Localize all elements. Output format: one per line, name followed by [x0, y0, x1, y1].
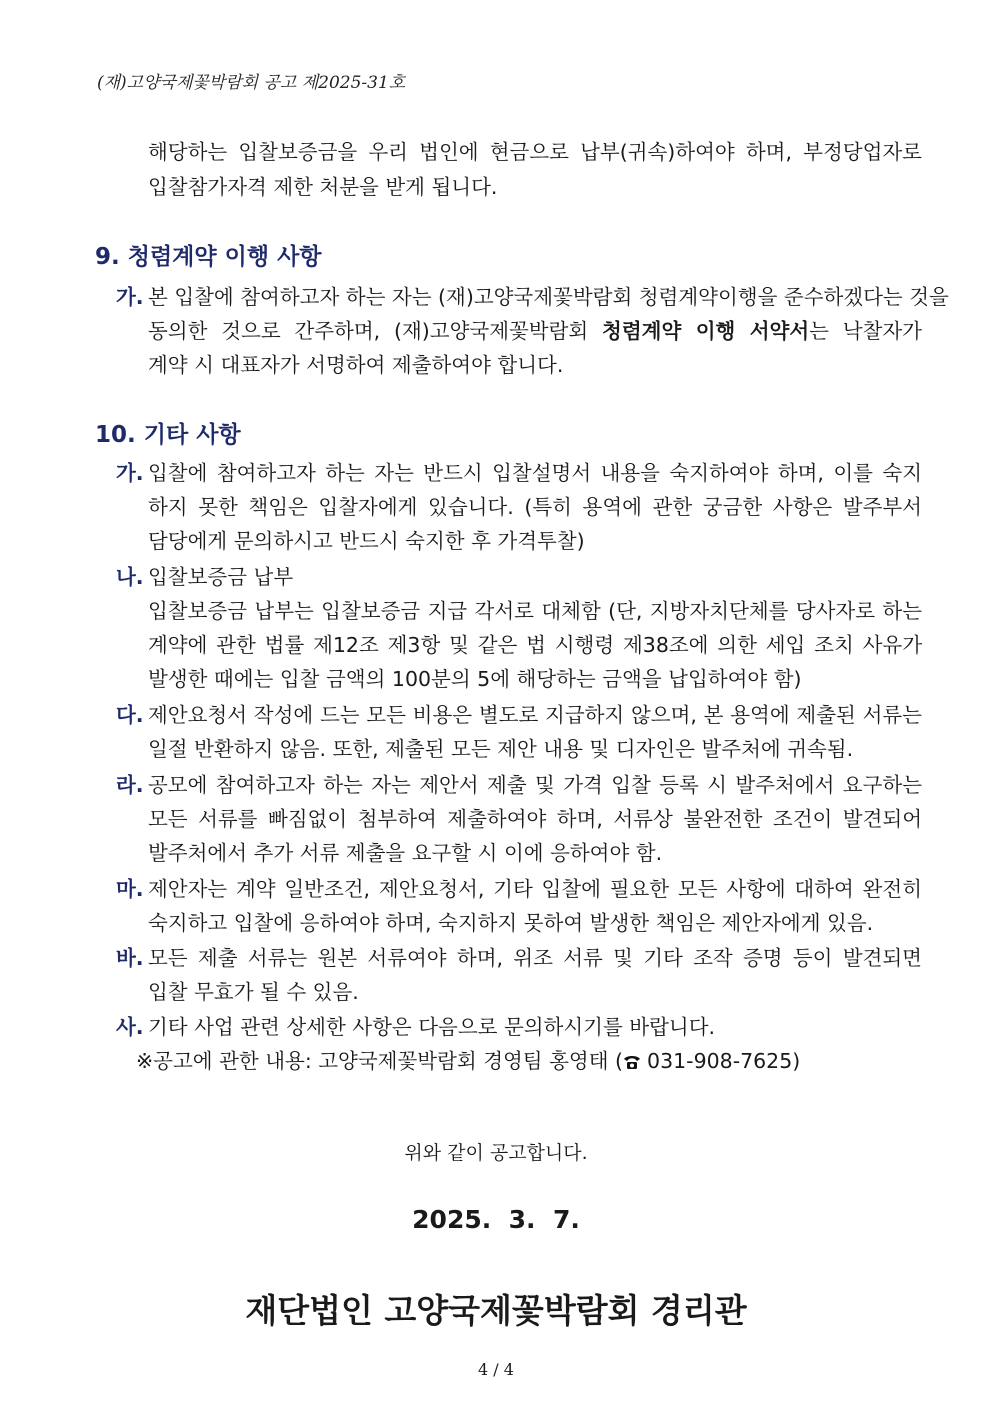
announcement-date: 2025. 3. 7.	[412, 1205, 580, 1234]
item-marker: 사.	[116, 1015, 144, 1039]
text-span: 는 낙찰자가	[809, 319, 922, 343]
section-10-item-line: 모든 제출 서류는 원본 서류여야 하며, 위조 서류 및 기타 조작 증명 등이 발견되면	[148, 946, 922, 970]
item-marker: 가.	[116, 461, 144, 485]
section-10-item-line: 공모에 참여하고자 하는 자는 제안서 제출 및 가격 입찰 등록 시 발주처에서 요구하는	[148, 773, 922, 797]
document-header: (재)고양국제꽃박람회 공고 제2025-31호	[97, 73, 406, 93]
section-10-item-line: 일절 반환하지 않음. 또한, 제출된 모든 제안 내용 및 디자인은 발주처에 귀속됨.	[148, 737, 854, 761]
item-marker: 나.	[116, 565, 144, 589]
page-number: 4 / 4	[478, 1360, 514, 1379]
section-10-item-line: 입찰보증금 납부는 입찰보증금 지급 각서로 대체함 (단, 지방자치단체를 당사자로 하는	[148, 599, 922, 623]
item-marker: 바.	[116, 946, 144, 970]
text-span: )	[792, 1049, 801, 1073]
item-marker: 마.	[116, 877, 144, 901]
section-9-item-line: 계약 시 대표자가 서명하여 제출하여야 합니다.	[148, 353, 564, 377]
section-10-item-line: 계약에 관한 법률 제12조 제3항 및 같은 법 시행령 제38조에 의한 세입 조치 사유가	[148, 633, 922, 657]
section-10-item-line: 숙지하고 입찰에 응하여야 하며, 숙지하지 못하여 발생한 책임은 제안자에게 있음.	[148, 911, 874, 935]
section-10-item-line: 발주처에서 추가 서류 제출을 요구할 시 이에 응하여야 함.	[148, 841, 663, 865]
issuer-name: 재단법인 고양국제꽃박람회 경리관	[245, 1291, 747, 1330]
text-span: 동의한 것으로 간주하며, (재)고양국제꽃박람회	[148, 319, 603, 343]
section-10-item-line: 입찰에 참여하고자 하는 자는 반드시 입찰설명서 내용을 숙지하여야 하며, 이를 숙지	[148, 461, 922, 485]
section-10-item-line: 발생한 때에는 입찰 금액의 100분의 5에 해당하는 금액을 납입하여야 함)	[148, 667, 802, 691]
intro-line: 입찰참가자격 제한 처분을 받게 됩니다.	[148, 175, 498, 199]
section-9-item-line	[148, 314, 922, 349]
section-10-title: 10. 기타 사항	[95, 422, 241, 448]
contact-line	[136, 1044, 910, 1079]
section-10-item-line: 제안요청서 작성에 드는 모든 비용은 별도로 지급하지 않으며, 본 용역에 제출된 서류는	[148, 703, 922, 727]
section-10-item-line: 입찰 무효가 될 수 있음.	[148, 980, 359, 1004]
section-10-item-line: 모든 서류를 빠짐없이 첨부하여 제출하여야 하며, 서류상 불완전한 조건이 발견되어	[148, 807, 922, 831]
pledge-title: 청렴계약 이행 서약서	[602, 319, 810, 343]
item-marker: 가.	[116, 285, 144, 309]
item-marker: 라.	[116, 773, 144, 797]
section-10-item-line: 제안자는 계약 일반조건, 제안요청서, 기타 입찰에 필요한 모든 사항에 대하여 완전히	[148, 877, 922, 901]
section-10-item-line: 담당에게 문의하시고 반드시 숙지한 후 가격투찰)	[148, 529, 585, 553]
section-9-title: 9. 청렴계약 이행 사항	[95, 244, 322, 270]
section-9-item-line: 본 입찰에 참여하고자 하는 자는 (재)고양국제꽃박람회 청렴계약이행을 준수하겠다는 것을	[148, 285, 949, 309]
contact-label: ※공고에 관한 내용: 고양국제꽃박람회 경영팀 홍영태 (	[136, 1049, 624, 1073]
phone-icon	[623, 1054, 641, 1070]
section-10-item-line: 하지 못한 책임은 입찰자에게 있습니다. (특히 용역에 관한 궁금한 사항은 발주부서	[148, 495, 922, 519]
section-10-item-line: 기타 사업 관련 상세한 사항은 다음으로 문의하시기를 바랍니다.	[148, 1015, 716, 1039]
item-marker: 다.	[116, 703, 144, 727]
intro-line: 해당하는 입찰보증금을 우리 법인에 현금으로 납부(귀속)하여야 하며, 부정당업자로	[148, 140, 922, 164]
closing-statement: 위와 같이 공고합니다.	[404, 1142, 588, 1164]
section-10-item-heading: 입찰보증금 납부	[148, 565, 294, 589]
contact-phone: 031-908-7625	[647, 1049, 793, 1073]
